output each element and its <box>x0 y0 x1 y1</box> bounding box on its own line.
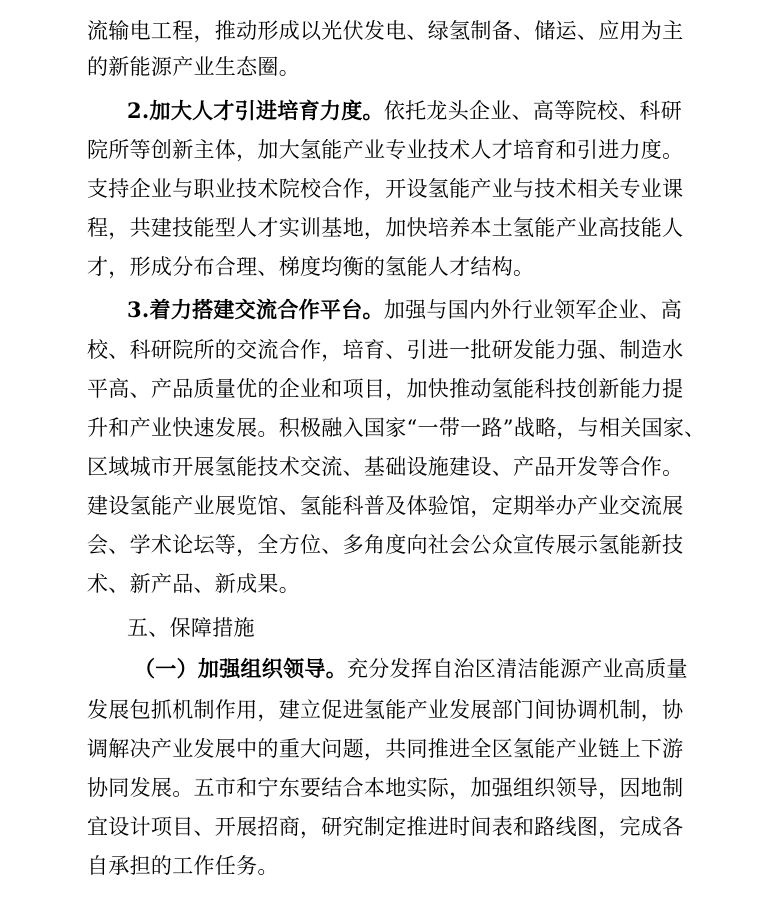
paragraph-line: 区域城市开展氢能技术交流、基础设施建设、产品开发等合作。 <box>87 455 684 479</box>
paragraph-line: 发展包抓机制作用，建立促进氢能产业发展部门间协调机制，协 <box>87 698 684 722</box>
paragraph-line: 会、学术论坛等，全方位、多角度向社会公众宣传展示氢能新技 <box>87 533 684 557</box>
paragraph-line: 调解决产业发展中的重大问题，共同推进全区氢能产业链上下游 <box>87 737 684 761</box>
section-3-line: 3.着力搭建交流合作平台。加强与国内外行业领军企业、高 <box>127 297 683 322</box>
paragraph-line: 宜设计项目、开展招商，研究制定推进时间表和路线图，完成各 <box>87 815 684 839</box>
section-2-line: 2.加大人才引进培育力度。依托龙头企业、高等院校、科研 <box>127 98 683 123</box>
paragraph-line: 支持企业与职业技术院校合作，开设氢能产业与技术相关专业课 <box>87 177 684 201</box>
paragraph-line: 程，共建技能型人才实训基地，加快培养本土氢能产业高技能人 <box>87 216 684 240</box>
paragraph-line: 协同发展。五市和宁东要结合本地实际，加强组织领导，因地制 <box>87 776 684 800</box>
paragraph-line: 术、新产品、新成果。 <box>87 572 300 596</box>
paragraph-line: 平高、产品质量优的企业和项目，加快推动氢能科技创新能力提 <box>87 377 684 401</box>
paragraph-line: 的新能源产业生态圈。 <box>87 55 300 79</box>
paragraph-line: 自承担的工作任务。 <box>87 854 279 878</box>
paragraph-line: 才，形成分布合理、梯度均衡的氢能人才结构。 <box>87 255 535 279</box>
section-heading: （一）加强组织领导。 <box>134 656 347 681</box>
paragraph-line: 流输电工程，推动形成以光伏发电、绿氢制备、储运、应用为主 <box>87 19 684 43</box>
paragraph-line: 升和产业快速发展。积极融入国家“一带一路”战略，与相关国家、 <box>87 416 706 440</box>
section-heading: 3.着力搭建交流合作平台。 <box>127 297 384 322</box>
section-heading: 2.加大人才引进培育力度。 <box>127 98 384 123</box>
chapter-heading: 五、保障措施 <box>127 616 255 640</box>
paragraph-line: 院所等创新主体，加大氢能产业专业技术人才培育和引进力度。 <box>87 138 684 162</box>
paragraph-line: 建设氢能产业展览馆、氢能科普及体验馆，定期举办产业交流展 <box>87 494 684 518</box>
paragraph-line: 校、科研院所的交流合作，培育、引进一批研发能力强、制造水 <box>87 338 684 362</box>
subsection-1-line: （一）加强组织领导。充分发挥自治区清洁能源产业高质量 <box>134 656 688 681</box>
